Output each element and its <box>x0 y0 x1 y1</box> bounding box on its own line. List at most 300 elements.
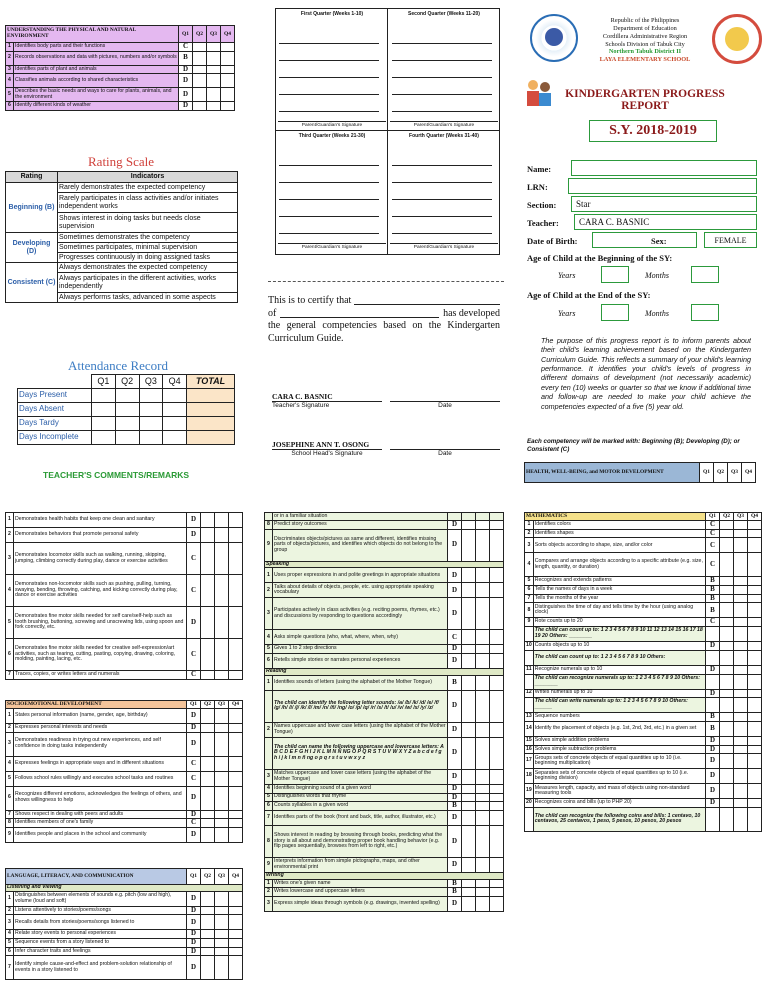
attendance-cell-q2[interactable] <box>115 403 139 417</box>
rating-q3[interactable] <box>215 513 229 528</box>
rating-q2[interactable] <box>462 793 476 802</box>
rating-q3[interactable] <box>476 737 490 769</box>
rating-q3[interactable] <box>476 521 490 530</box>
rating-q1[interactable]: D <box>448 645 462 654</box>
rating-q1[interactable]: D <box>448 690 462 722</box>
attendance-cell-q4[interactable] <box>163 403 187 417</box>
rating-q1[interactable]: D <box>706 754 720 769</box>
rating-q3[interactable] <box>734 553 748 577</box>
attendance-cell-q2[interactable] <box>115 431 139 445</box>
rating-q2[interactable] <box>462 879 476 888</box>
rating-q2[interactable] <box>462 857 476 872</box>
rating-q1[interactable]: D <box>448 722 462 737</box>
rating-q4[interactable] <box>229 819 243 828</box>
rating-q3[interactable] <box>734 665 748 674</box>
rating-q2[interactable] <box>201 732 215 756</box>
rating-q1[interactable]: D <box>187 915 201 930</box>
rating-q1[interactable]: D <box>187 528 201 543</box>
rating-q1[interactable]: C <box>187 671 201 680</box>
rating-q4[interactable] <box>229 709 243 724</box>
rating-q3[interactable] <box>215 607 229 639</box>
rating-q3[interactable] <box>207 102 221 111</box>
rating-q2[interactable] <box>720 603 734 618</box>
rating-q4[interactable] <box>748 745 762 754</box>
rating-q3[interactable] <box>215 786 229 810</box>
rating-q4[interactable] <box>490 654 504 669</box>
rating-q3[interactable] <box>476 645 490 654</box>
rating-q3[interactable] <box>476 879 490 888</box>
rating-q2[interactable] <box>462 598 476 630</box>
rating-q4[interactable] <box>229 947 243 956</box>
rating-q1[interactable]: C <box>706 538 720 553</box>
rating-q4[interactable] <box>748 618 762 627</box>
rating-q2[interactable] <box>462 784 476 793</box>
rating-q1[interactable]: D <box>706 799 720 808</box>
rating-q1[interactable]: D <box>187 939 201 948</box>
rating-q3[interactable] <box>215 930 229 939</box>
rating-q4[interactable] <box>490 675 504 690</box>
attendance-cell-q2[interactable] <box>115 389 139 403</box>
rating-q3[interactable] <box>215 828 229 843</box>
rating-q2[interactable] <box>720 665 734 674</box>
rating-q3[interactable] <box>734 586 748 595</box>
rating-q4[interactable] <box>748 521 762 530</box>
rating-q2[interactable] <box>462 521 476 530</box>
rating-q3[interactable] <box>215 756 229 771</box>
rating-q1[interactable]: B <box>448 879 462 888</box>
rating-q3[interactable] <box>215 575 229 607</box>
rating-q1[interactable]: D <box>448 810 462 825</box>
rating-q2[interactable] <box>201 528 215 543</box>
rating-q1[interactable]: D <box>448 521 462 530</box>
rating-q4[interactable] <box>490 568 504 583</box>
age-begin-years-field[interactable] <box>601 266 629 283</box>
rating-q3[interactable] <box>734 689 748 698</box>
rating-q1[interactable]: D <box>187 709 201 724</box>
rating-q1[interactable]: C <box>706 521 720 530</box>
rating-q2[interactable] <box>720 586 734 595</box>
rating-q3[interactable] <box>215 906 229 915</box>
attendance-cell-q1[interactable] <box>92 431 116 445</box>
rating-q4[interactable] <box>229 771 243 786</box>
rating-q3[interactable] <box>476 825 490 857</box>
rating-q3[interactable] <box>734 769 748 784</box>
rating-q4[interactable] <box>748 650 762 665</box>
rating-q4[interactable] <box>748 594 762 603</box>
rating-q1[interactable]: D <box>448 529 462 561</box>
rating-q3[interactable] <box>215 956 229 980</box>
rating-q2[interactable] <box>201 810 215 819</box>
rating-q1[interactable]: D <box>187 724 201 733</box>
rating-q4[interactable] <box>490 521 504 530</box>
rating-q4[interactable] <box>229 639 243 671</box>
section-field[interactable]: Star <box>571 196 757 212</box>
rating-q4[interactable] <box>229 528 243 543</box>
rating-q2[interactable] <box>720 650 734 665</box>
rating-q2[interactable] <box>201 956 215 980</box>
rating-q3[interactable] <box>734 807 748 831</box>
rating-q2[interactable] <box>201 771 215 786</box>
rating-q2[interactable] <box>720 627 734 642</box>
rating-q2[interactable] <box>201 756 215 771</box>
rating-q3[interactable] <box>734 745 748 754</box>
rating-q3[interactable] <box>215 771 229 786</box>
rating-q2[interactable] <box>720 769 734 784</box>
rating-q1[interactable]: B <box>448 675 462 690</box>
rating-q1[interactable]: D <box>448 568 462 583</box>
rating-q2[interactable] <box>462 675 476 690</box>
rating-q4[interactable] <box>748 754 762 769</box>
rating-q3[interactable] <box>476 675 490 690</box>
rating-q3[interactable] <box>734 736 748 745</box>
rating-q4[interactable] <box>221 65 235 74</box>
rating-q1[interactable]: D <box>706 784 720 799</box>
rating-q1[interactable]: D <box>448 583 462 598</box>
rating-q1[interactable]: D <box>179 102 193 111</box>
attendance-cell-q3[interactable] <box>139 389 163 403</box>
rating-q2[interactable] <box>201 939 215 948</box>
rating-q2[interactable] <box>720 754 734 769</box>
rating-q2[interactable] <box>201 671 215 680</box>
rating-q4[interactable] <box>221 51 235 65</box>
rating-q2[interactable] <box>720 807 734 831</box>
rating-q3[interactable] <box>476 598 490 630</box>
rating-q2[interactable] <box>720 745 734 754</box>
rating-q1[interactable]: D <box>187 891 201 906</box>
rating-q4[interactable] <box>748 736 762 745</box>
rating-q1[interactable]: D <box>187 828 201 843</box>
rating-q3[interactable] <box>215 709 229 724</box>
rating-q4[interactable] <box>490 598 504 630</box>
rating-q2[interactable] <box>462 529 476 561</box>
rating-q2[interactable] <box>720 618 734 627</box>
rating-q4[interactable] <box>229 732 243 756</box>
rating-q3[interactable] <box>207 88 221 102</box>
rating-q3[interactable] <box>476 888 490 897</box>
rating-q4[interactable] <box>490 690 504 722</box>
rating-q3[interactable] <box>215 528 229 543</box>
rating-q3[interactable] <box>734 594 748 603</box>
rating-q3[interactable] <box>476 784 490 793</box>
attendance-cell-q4[interactable] <box>163 431 187 445</box>
rating-q2[interactable] <box>201 639 215 671</box>
rating-q4[interactable] <box>748 529 762 538</box>
rating-q1[interactable]: D <box>448 737 462 769</box>
rating-q2[interactable] <box>462 825 476 857</box>
rating-q1[interactable]: B <box>706 603 720 618</box>
rating-q1[interactable]: D <box>706 665 720 674</box>
rating-q2[interactable] <box>193 43 207 52</box>
rating-q2[interactable] <box>201 543 215 575</box>
rating-q4[interactable] <box>229 513 243 528</box>
rating-q4[interactable] <box>229 543 243 575</box>
age-end-months-field[interactable] <box>691 304 719 321</box>
rating-q1[interactable]: B <box>448 802 462 811</box>
rating-q1[interactable]: D <box>448 825 462 857</box>
rating-q2[interactable] <box>201 915 215 930</box>
rating-q3[interactable] <box>476 529 490 561</box>
rating-q1[interactable]: D <box>187 906 201 915</box>
rating-q2[interactable] <box>462 737 476 769</box>
rating-q3[interactable] <box>476 769 490 784</box>
rating-q2[interactable] <box>193 88 207 102</box>
rating-q3[interactable] <box>207 74 221 88</box>
rating-q2[interactable] <box>720 538 734 553</box>
rating-q1[interactable]: C <box>187 771 201 786</box>
rating-q4[interactable] <box>490 896 504 911</box>
rating-q4[interactable] <box>229 724 243 733</box>
rating-q3[interactable] <box>207 65 221 74</box>
rating-q1[interactable]: D <box>187 513 201 528</box>
rating-q4[interactable] <box>490 793 504 802</box>
rating-q2[interactable] <box>201 786 215 810</box>
rating-q4[interactable] <box>490 888 504 897</box>
rating-q3[interactable] <box>207 51 221 65</box>
rating-q4[interactable] <box>490 769 504 784</box>
teacher-field[interactable]: CARA C. BASNIC <box>574 214 757 230</box>
rating-q3[interactable] <box>215 915 229 930</box>
rating-q2[interactable] <box>201 724 215 733</box>
rating-q4[interactable] <box>229 891 243 906</box>
rating-q1[interactable]: C <box>706 529 720 538</box>
rating-q2[interactable] <box>201 607 215 639</box>
rating-q4[interactable] <box>221 74 235 88</box>
rating-q2[interactable] <box>462 769 476 784</box>
rating-q3[interactable] <box>476 722 490 737</box>
rating-q3[interactable] <box>215 724 229 733</box>
rating-q2[interactable] <box>201 947 215 956</box>
rating-q3[interactable] <box>734 577 748 586</box>
rating-q2[interactable] <box>462 722 476 737</box>
rating-q4[interactable] <box>490 722 504 737</box>
rating-q1[interactable]: D <box>187 956 201 980</box>
rating-q2[interactable] <box>720 521 734 530</box>
rating-q3[interactable] <box>476 583 490 598</box>
rating-q3[interactable] <box>734 603 748 618</box>
attendance-cell-q1[interactable] <box>92 389 116 403</box>
rating-q1[interactable]: D <box>179 74 193 88</box>
rating-q2[interactable] <box>462 654 476 669</box>
rating-q1[interactable]: D <box>187 732 201 756</box>
rating-q2[interactable] <box>193 102 207 111</box>
rating-q2[interactable] <box>720 713 734 722</box>
rating-q4[interactable] <box>748 603 762 618</box>
rating-q2[interactable] <box>462 630 476 645</box>
rating-q1[interactable]: D <box>706 745 720 754</box>
rating-q3[interactable] <box>734 799 748 808</box>
sex-field[interactable]: FEMALE <box>704 232 757 248</box>
rating-q3[interactable] <box>734 698 748 713</box>
attendance-cell-q4[interactable] <box>163 417 187 431</box>
rating-q4[interactable] <box>229 930 243 939</box>
rating-q3[interactable] <box>734 784 748 799</box>
lrn-field[interactable] <box>568 178 757 194</box>
rating-q3[interactable] <box>215 810 229 819</box>
rating-q3[interactable] <box>215 639 229 671</box>
rating-q4[interactable] <box>748 689 762 698</box>
rating-q3[interactable] <box>734 618 748 627</box>
rating-q2[interactable] <box>720 594 734 603</box>
rating-q3[interactable] <box>476 630 490 645</box>
age-begin-months-field[interactable] <box>691 266 719 283</box>
rating-q1[interactable]: D <box>187 810 201 819</box>
rating-q1[interactable]: C <box>187 639 201 671</box>
rating-q4[interactable] <box>748 553 762 577</box>
rating-q4[interactable] <box>221 102 235 111</box>
rating-q2[interactable] <box>193 74 207 88</box>
rating-q1[interactable] <box>706 698 720 713</box>
rating-q2[interactable] <box>462 583 476 598</box>
rating-q4[interactable] <box>490 802 504 811</box>
rating-q4[interactable] <box>748 713 762 722</box>
rating-q2[interactable] <box>201 819 215 828</box>
rating-q4[interactable] <box>229 915 243 930</box>
rating-q1[interactable]: B <box>706 721 720 736</box>
attendance-cell-q4[interactable] <box>163 389 187 403</box>
attendance-cell-q3[interactable] <box>139 431 163 445</box>
rating-q3[interactable] <box>476 793 490 802</box>
attendance-cell-total[interactable] <box>187 389 235 403</box>
rating-q1[interactable]: C <box>706 618 720 627</box>
rating-q4[interactable] <box>490 529 504 561</box>
rating-q1[interactable]: D <box>706 689 720 698</box>
rating-q4[interactable] <box>229 939 243 948</box>
rating-q1[interactable]: C <box>187 756 201 771</box>
rating-q2[interactable] <box>720 577 734 586</box>
rating-q2[interactable] <box>201 513 215 528</box>
rating-q4[interactable] <box>221 88 235 102</box>
attendance-cell-total[interactable] <box>187 431 235 445</box>
rating-q4[interactable] <box>229 828 243 843</box>
rating-q2[interactable] <box>201 930 215 939</box>
rating-q3[interactable] <box>215 891 229 906</box>
rating-q2[interactable] <box>201 575 215 607</box>
rating-q4[interactable] <box>490 857 504 872</box>
rating-q3[interactable] <box>476 654 490 669</box>
rating-q1[interactable] <box>706 674 720 689</box>
rating-q4[interactable] <box>748 665 762 674</box>
rating-q1[interactable]: C <box>187 543 201 575</box>
rating-q4[interactable] <box>748 642 762 651</box>
rating-q2[interactable] <box>720 736 734 745</box>
rating-q3[interactable] <box>734 627 748 642</box>
rating-q3[interactable] <box>215 671 229 680</box>
rating-q2[interactable] <box>720 698 734 713</box>
rating-q2[interactable] <box>462 896 476 911</box>
rating-q1[interactable]: B <box>706 713 720 722</box>
rating-q4[interactable] <box>490 810 504 825</box>
rating-q4[interactable] <box>490 784 504 793</box>
attendance-cell-q3[interactable] <box>139 403 163 417</box>
rating-q2[interactable] <box>720 674 734 689</box>
rating-q3[interactable] <box>734 754 748 769</box>
rating-q1[interactable]: D <box>706 642 720 651</box>
rating-q3[interactable] <box>734 529 748 538</box>
rating-q4[interactable] <box>490 583 504 598</box>
attendance-cell-q3[interactable] <box>139 417 163 431</box>
rating-q3[interactable] <box>734 721 748 736</box>
rating-q2[interactable] <box>201 891 215 906</box>
rating-q2[interactable] <box>720 529 734 538</box>
rating-q3[interactable] <box>476 690 490 722</box>
rating-q1[interactable]: B <box>706 586 720 595</box>
dob-field[interactable] <box>592 232 697 248</box>
rating-q4[interactable] <box>748 784 762 799</box>
attendance-cell-q1[interactable] <box>92 403 116 417</box>
rating-q1[interactable]: D <box>448 784 462 793</box>
rating-q4[interactable] <box>229 607 243 639</box>
rating-q2[interactable] <box>720 784 734 799</box>
rating-q3[interactable] <box>476 896 490 911</box>
rating-q4[interactable] <box>490 825 504 857</box>
rating-q4[interactable] <box>229 575 243 607</box>
rating-q4[interactable] <box>748 698 762 713</box>
rating-q2[interactable] <box>462 690 476 722</box>
age-end-years-field[interactable] <box>601 304 629 321</box>
rating-q2[interactable] <box>201 906 215 915</box>
rating-q4[interactable] <box>748 769 762 784</box>
rating-q4[interactable] <box>490 645 504 654</box>
rating-q1[interactable]: D <box>179 65 193 74</box>
rating-q3[interactable] <box>734 538 748 553</box>
rating-q1[interactable]: C <box>187 819 201 828</box>
rating-q2[interactable] <box>193 65 207 74</box>
rating-q1[interactable]: C <box>187 575 201 607</box>
rating-q3[interactable] <box>734 642 748 651</box>
rating-q4[interactable] <box>229 671 243 680</box>
rating-q4[interactable] <box>229 906 243 915</box>
rating-q4[interactable] <box>229 810 243 819</box>
rating-q1[interactable]: B <box>706 577 720 586</box>
rating-q3[interactable] <box>476 810 490 825</box>
attendance-cell-q2[interactable] <box>115 417 139 431</box>
attendance-cell-total[interactable] <box>187 417 235 431</box>
rating-q4[interactable] <box>748 807 762 831</box>
rating-q1[interactable]: B <box>179 51 193 65</box>
rating-q3[interactable] <box>207 43 221 52</box>
rating-q4[interactable] <box>229 786 243 810</box>
rating-q1[interactable] <box>706 650 720 665</box>
rating-q4[interactable] <box>221 43 235 52</box>
attendance-cell-q1[interactable] <box>92 417 116 431</box>
rating-q3[interactable] <box>734 521 748 530</box>
rating-q4[interactable] <box>748 538 762 553</box>
rating-q2[interactable] <box>462 645 476 654</box>
rating-q2[interactable] <box>720 553 734 577</box>
rating-q2[interactable] <box>201 828 215 843</box>
rating-q2[interactable] <box>462 810 476 825</box>
rating-q4[interactable] <box>748 799 762 808</box>
rating-q1[interactable]: D <box>187 786 201 810</box>
rating-q4[interactable] <box>748 674 762 689</box>
rating-q2[interactable] <box>720 721 734 736</box>
rating-q3[interactable] <box>215 939 229 948</box>
rating-q1[interactable]: D <box>448 793 462 802</box>
rating-q1[interactable]: D <box>187 930 201 939</box>
rating-q4[interactable] <box>748 577 762 586</box>
rating-q1[interactable]: D <box>179 88 193 102</box>
rating-q3[interactable] <box>734 674 748 689</box>
rating-q3[interactable] <box>734 650 748 665</box>
rating-q2[interactable] <box>462 888 476 897</box>
rating-q3[interactable] <box>215 819 229 828</box>
rating-q4[interactable] <box>229 756 243 771</box>
rating-q1[interactable]: B <box>448 888 462 897</box>
rating-q2[interactable] <box>720 642 734 651</box>
rating-q1[interactable]: D <box>187 947 201 956</box>
rating-q4[interactable] <box>490 879 504 888</box>
rating-q2[interactable] <box>720 799 734 808</box>
